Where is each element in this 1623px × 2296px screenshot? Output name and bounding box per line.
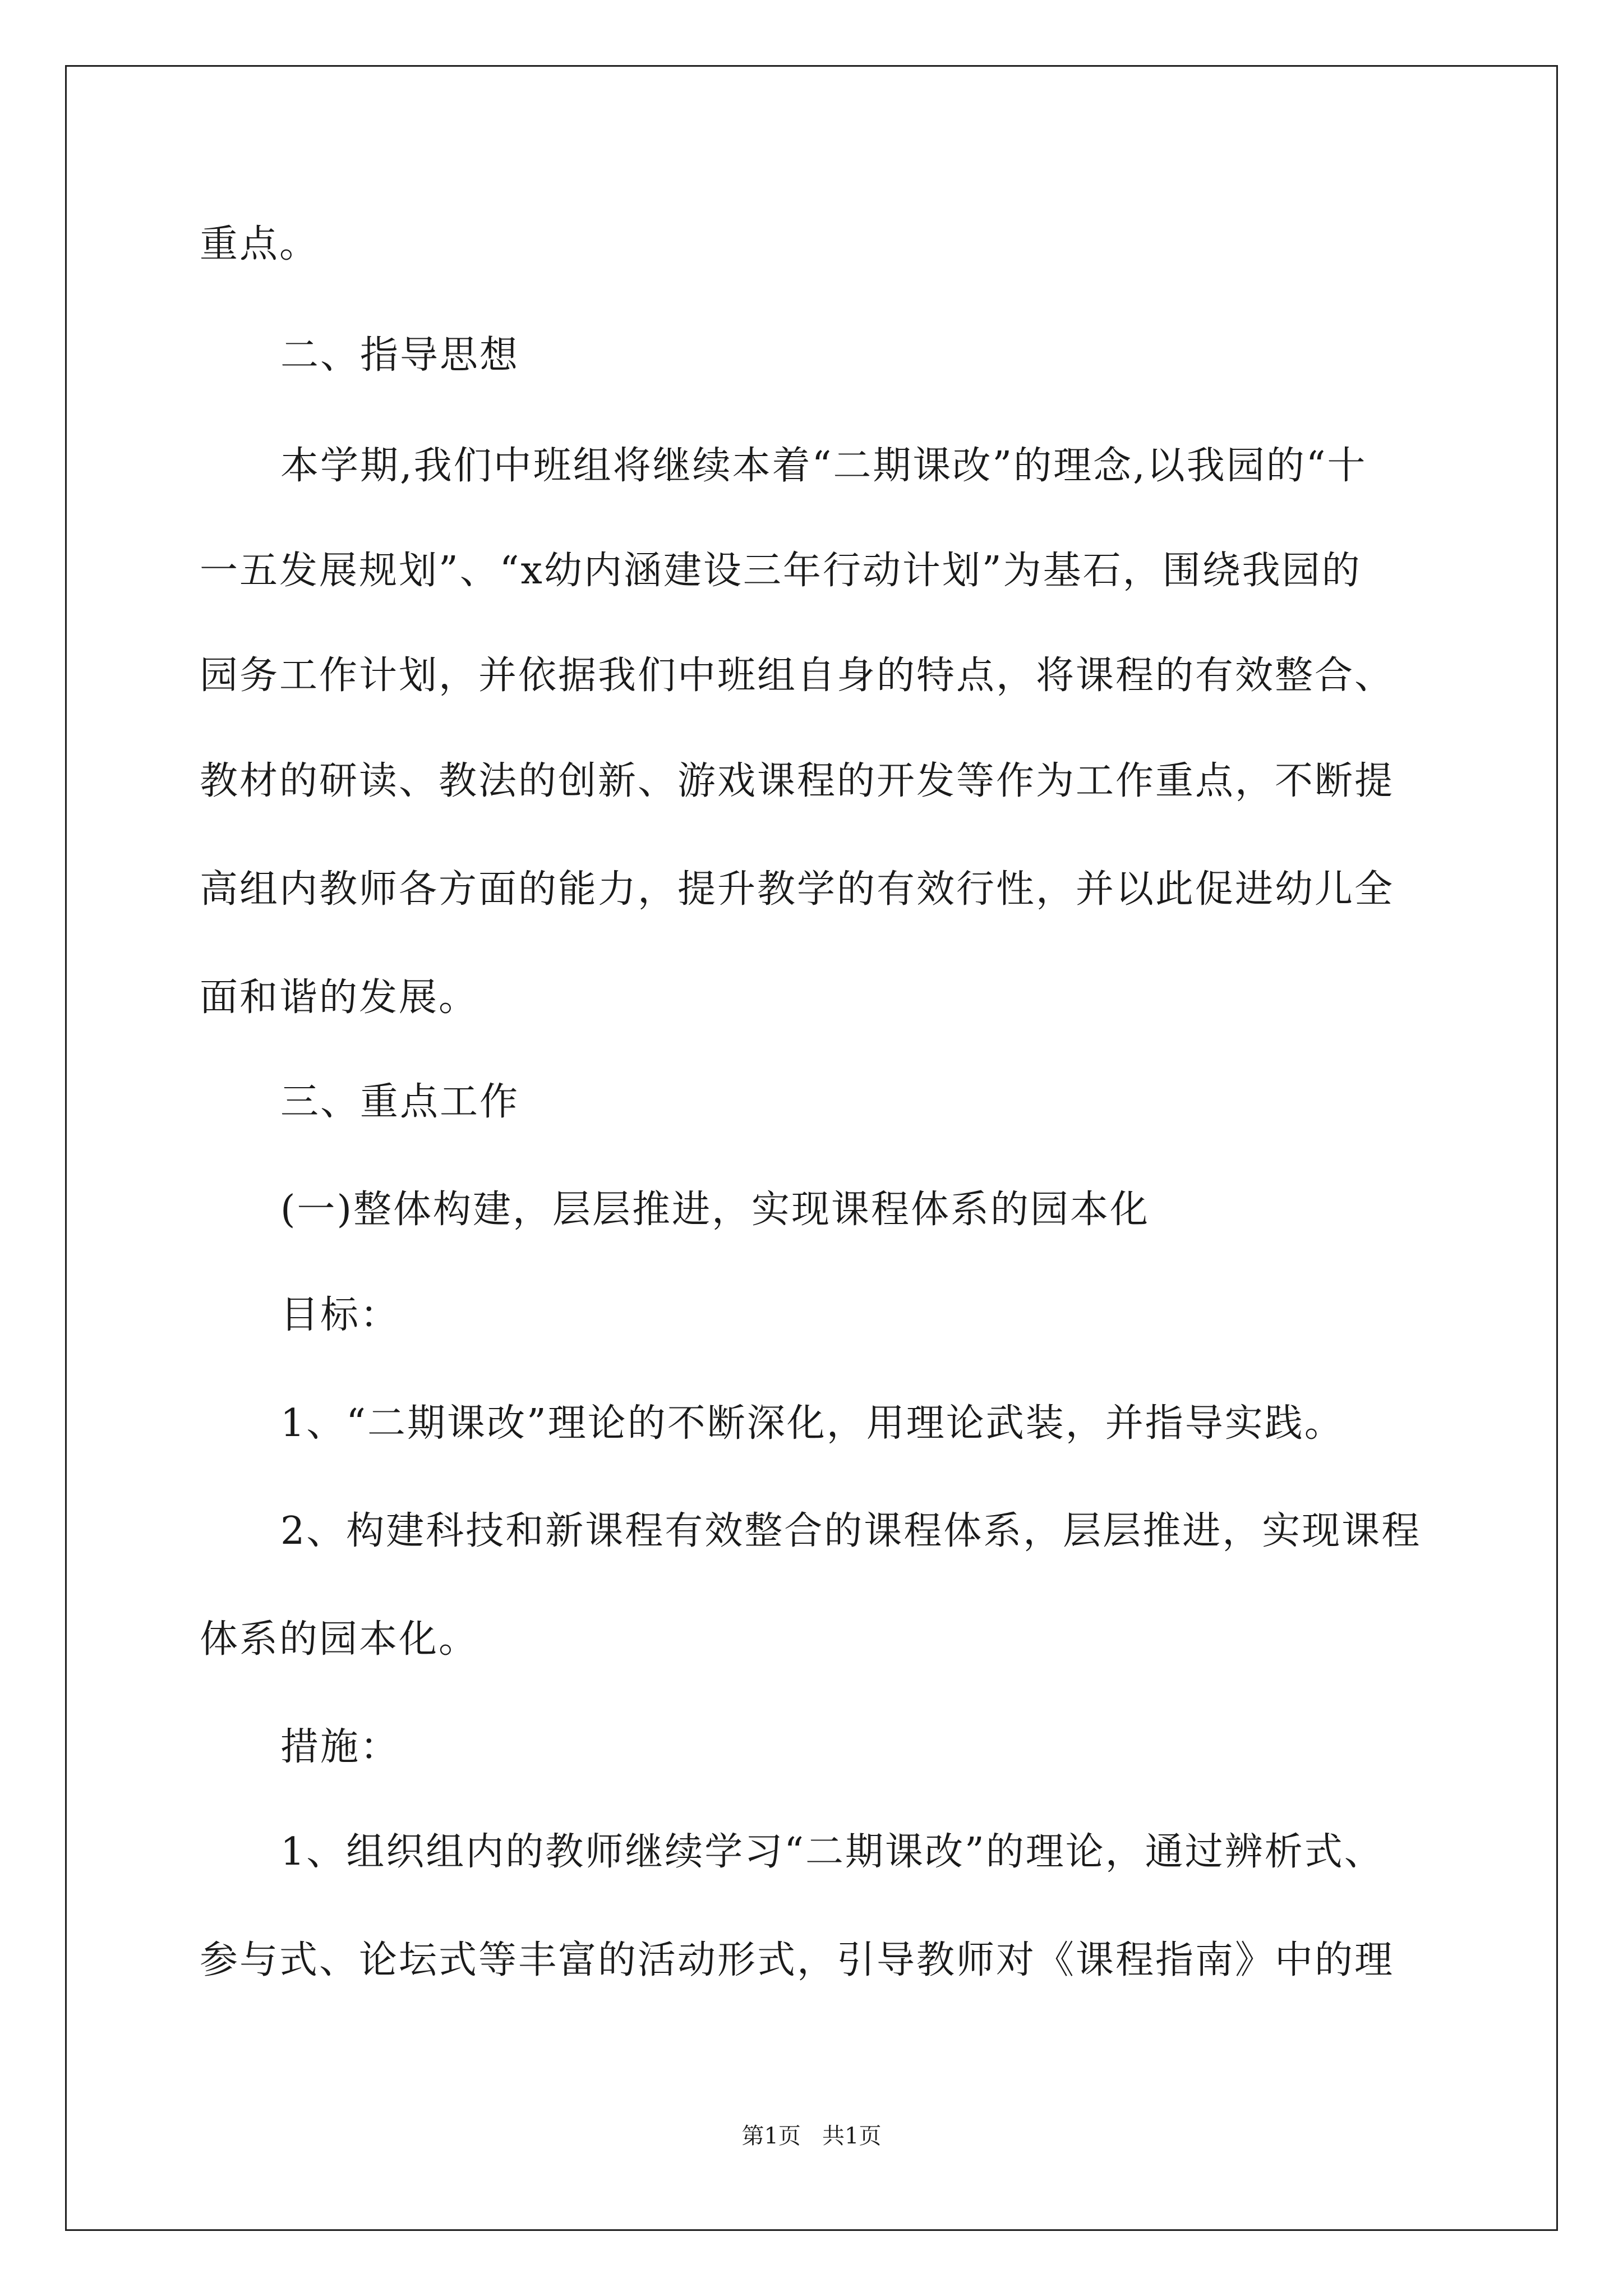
- text-line-4: 一五发展规划”、“x幼内涵建设三年行动计划”为基石，围绕我园的: [200, 549, 1362, 593]
- text-line-5: 园务工作计划，并依据我们中班组自身的特点，将课程的有效整合、: [200, 654, 1395, 698]
- subsection-heading: (一)整体构建，层层推进，实现课程体系的园本化: [280, 1188, 1150, 1232]
- section-heading-key-work: 三、重点工作: [280, 1080, 520, 1124]
- text-line-3: 本学期,我们中班组将继续本着“二期课改”的理念,以我园的“十: [280, 444, 1367, 488]
- goal-item-2-continued: 体系的园本化。: [200, 1617, 479, 1662]
- text-line-7: 高组内教师各方面的能力，提升教学的有效行性，并以此促进幼儿全: [200, 867, 1395, 912]
- section-heading-guiding-thought: 二、指导思想: [280, 333, 520, 378]
- goal-item-2: 2、构建科技和新课程有效整合的课程体系，层层推进，实现课程: [280, 1509, 1422, 1553]
- measure-item-1: 1、组织组内的教师继续学习“二期课改”的理论，通过辨析式、: [280, 1830, 1384, 1874]
- goal-item-1: 1、“二期课改”理论的不断深化，用理论武装，并指导实践。: [280, 1401, 1344, 1446]
- measure-item-1-continued: 参与式、论坛式等丰富的活动形式，引导教师对《课程指南》中的理: [200, 1938, 1395, 1982]
- goals-label: 目标：: [280, 1293, 400, 1337]
- text-line-1: 重点。: [200, 222, 320, 266]
- text-line-6: 教材的研读、教法的创新、游戏课程的开发等作为工作重点，不断提: [200, 759, 1395, 803]
- page-number-footer: 第1页 共1页: [741, 2123, 882, 2149]
- text-line-8: 面和谐的发展。: [200, 976, 479, 1020]
- page-border: [65, 65, 1558, 2231]
- measures-label: 措施：: [280, 1725, 400, 1769]
